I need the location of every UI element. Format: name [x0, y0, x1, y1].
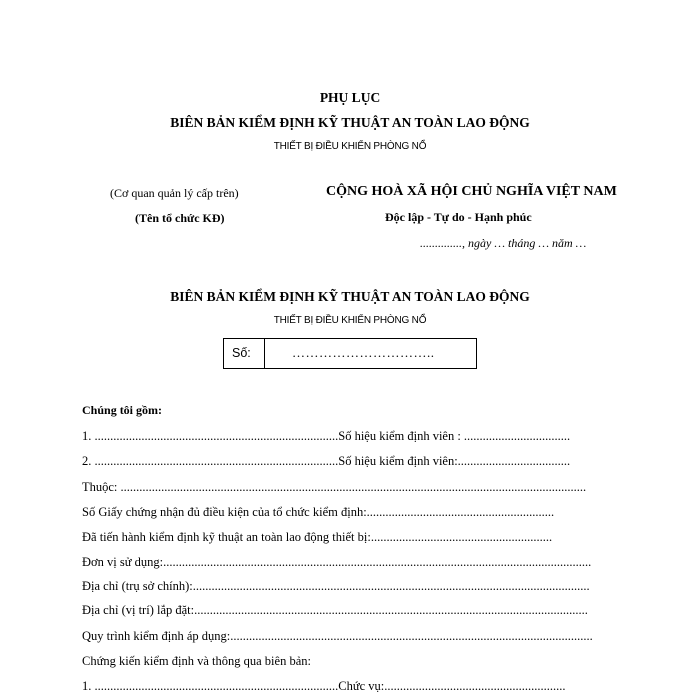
document-main-title: BIÊN BẢN KIỂM ĐỊNH KỸ THUẬT AN TOÀN LAO ĐỘNG [170, 115, 530, 130]
report-subtitle: THIẾT BỊ ĐIỀU KHIỂN PHÒNG NỔ [273, 315, 427, 326]
members-heading: Chúng tôi gồm: [82, 403, 163, 417]
report-number-box [223, 338, 477, 369]
body-line: Quy trình kiểm định áp dụng:.................................................................................................................... [82, 629, 593, 643]
organization-name-label: (Tên tổ chức KĐ) [135, 211, 225, 225]
device-subtitle: THIẾT BỊ ĐIỀU KHIỂN PHÒNG NỔ [273, 141, 427, 152]
body-line: Thuộc: ..................................................................................................................................................... [82, 480, 587, 494]
body-line: 1. ..............................................................................Số hiệu kiểm định viên : .................................. [82, 429, 571, 443]
appendix-title: PHỤ LỤC [319, 90, 381, 105]
date-line: .............., ngày … tháng … năm … [420, 236, 587, 250]
report-number-label: Số: [232, 346, 251, 360]
national-motto: Độc lập - Tự do - Hạnh phúc [385, 210, 532, 224]
parent-agency-label: (Cơ quan quản lý cấp trên) [110, 186, 239, 200]
body-line: Đã tiến hành kiểm định kỹ thuật an toàn lao động thiết bị:.......................................................... [82, 530, 553, 544]
body-line: Chứng kiến kiểm định và thông qua biên bản: [82, 654, 311, 668]
nation-heading: CỘNG HOÀ XÃ HỘI CHỦ NGHĨA VIỆT NAM [326, 184, 617, 199]
body-line: Địa chỉ (vị trí) lắp đặt:.............................................................................................................................. [82, 603, 588, 617]
body-line: Đơn vị sử dụng:......................................................................................................................................... [82, 555, 592, 569]
body-line: 1. ..............................................................................Chức vụ:.......................................................... [82, 679, 566, 693]
report-number-divider [264, 339, 265, 368]
body-line: 2. ..............................................................................Số hiệu kiểm định viên:.................................... [82, 454, 571, 468]
report-number-value: ………………………….. [292, 345, 435, 360]
body-line: Số Giấy chứng nhận đủ điều kiện của tổ chức kiểm định:............................................................ [82, 505, 555, 519]
report-title: BIÊN BẢN KIỂM ĐỊNH KỸ THUẬT AN TOÀN LAO ĐỘNG [170, 289, 530, 304]
body-line: Địa chỉ (trụ sở chính):............................................................................................................................... [82, 579, 590, 593]
